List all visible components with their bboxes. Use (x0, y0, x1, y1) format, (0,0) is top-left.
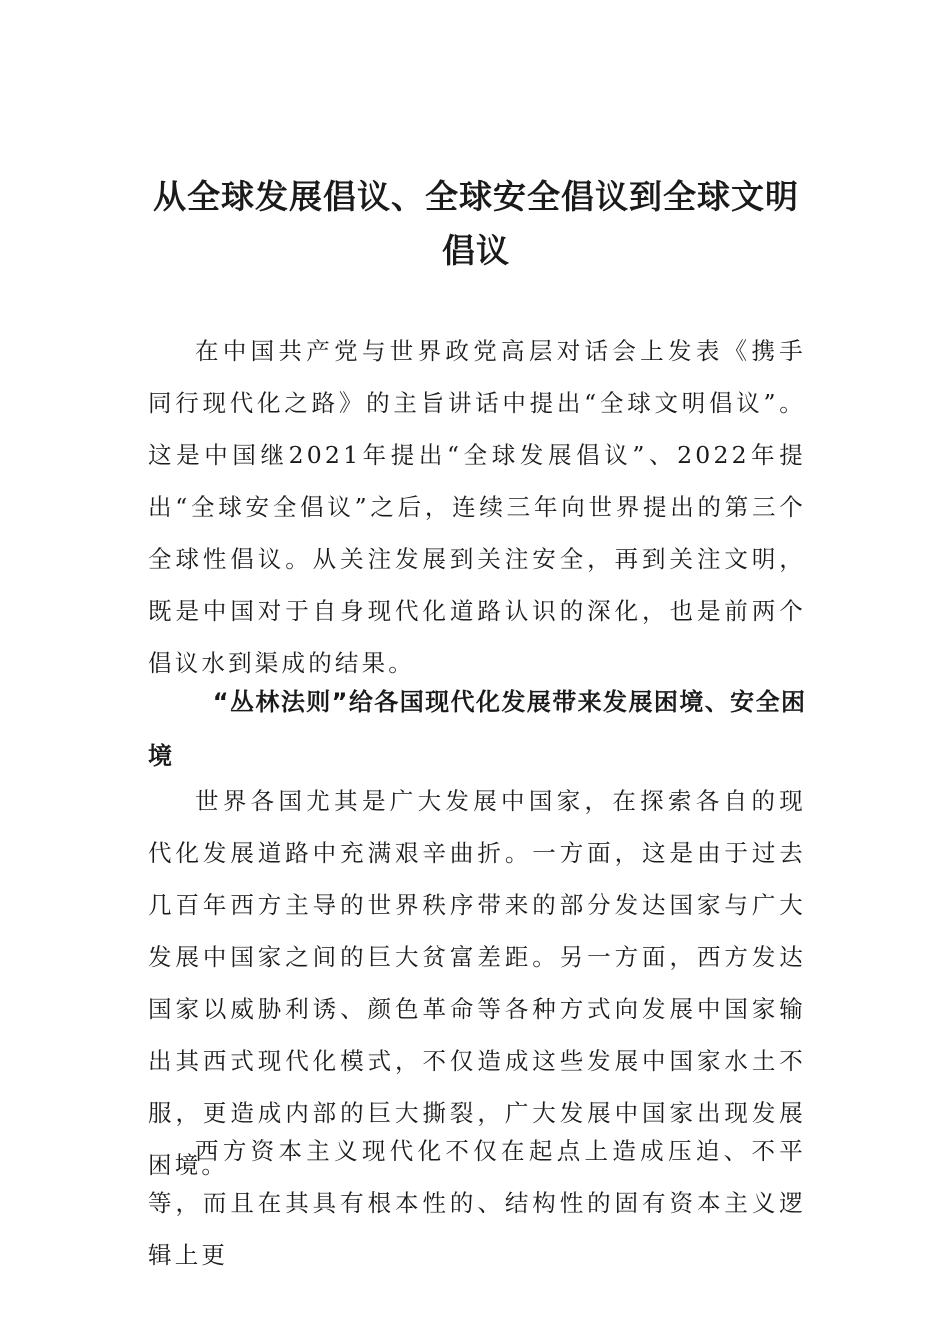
paragraph-western-capitalism: 西方资本主义现代化不仅在起点上造成压迫、不平等，而且在其具有根本性的、结构性的固有资本主义逻辑上更 (148, 1137, 806, 1269)
document-title: 从全球发展倡议、全球安全倡议到全球文明倡议 (153, 177, 799, 270)
paragraph-development-difficulties: 世界各国尤其是广大发展中国家，在探索各自的现代化发展道路中充满艰辛曲折。一方面，这是由于过去几百年西方主导的世界秩序带来的部分发达国家与广大发展中国家之间的巨大贫富差距。另一方面，西方发达国家以威胁利诱、颜色革命等各种方式向发展中国家输出其西式现代化模式，不仅造成这些发展中国家水土不服，更造成内部的巨大撕裂，广大发展中国家出现发展困境。 (148, 787, 806, 1179)
section-heading: “丛林法则”给各国现代化发展带来发展困境、安全困境 (148, 688, 806, 770)
paragraph-intro: 在中国共产党与世界政党高层对话会上发表《携手同行现代化之路》的主旨讲话中提出“全球文明倡议”。这是中国继2021年提出“全球发展倡议”、2022年提出“全球安全倡议”之后，连续三年向世界提出的第三个全球性倡议。从关注发展到关注安全，再到关注文明，既是中国对于自身现代化道路认识的深化，也是前两个倡议水到渠成的结果。 (148, 337, 806, 677)
